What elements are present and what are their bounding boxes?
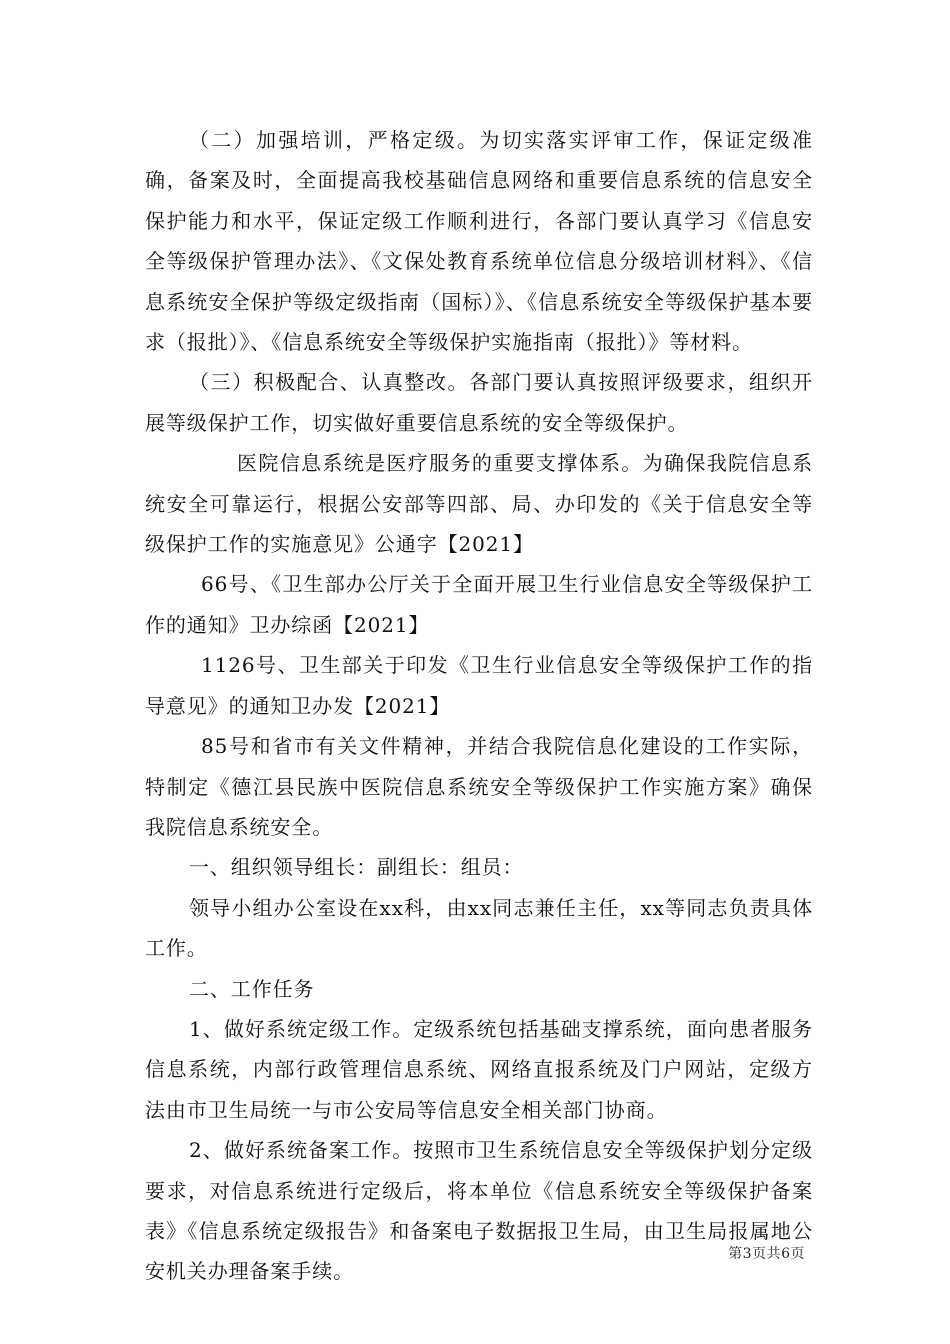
paragraph-notice-1126: 1126号、卫生部关于印发《卫生行业信息安全等级保护工作的指导意见》的通知卫办发【2021】 (145, 653, 813, 718)
paragraph-task-grading: 1、做好系统定级工作。定级系统包括基础支撑系统，面向患者服务信息系统，内部行政管理信息系统、网络直报系统及门户网站，定级方法由市卫生局统一与市公安局等信息安全相关部门协商。 (145, 1016, 813, 1122)
page-number: 第3页共6页 (728, 1246, 805, 1262)
paragraph-office: 领导小组办公室设在xx科，由xx同志兼任主任，xx等同志负责具体工作。 (145, 895, 813, 961)
paragraph-task-filing: 2、做好系统备案工作。按照市卫生系统信息安全等级保护划分定级要求，对信息系统进行定级后，将本单位《信息系统安全等级保护备案表》《信息系统定级报告》和备案电子数据报卫生局，由卫生局报属地公安机关办理备案手续。 (145, 1138, 813, 1284)
paragraph-training: （二）加强培训，严格定级。为切实落实评审工作，保证定级准确，备案及时，全面提高我校基础信息网络和重要信息系统的信息安全保护能力和水平，保证定级工作顺利进行，各部门要认真学习《信息安全等级保护管理办法》、《文保处教育系统单位信息分级培训材料》、《信息系统安全保护等级定级指南（国标）》、《信息系统安全等级保护基本要求（报批）》、《信息系统安全等级保护实施指南（报批）》等材料。 (145, 128, 813, 355)
heading-organization: 一、组织领导组长：副组长：组员： (189, 855, 524, 880)
document-body (145, 120, 813, 1292)
paragraph-notice-85: 85号和省市有关文件精神，并结合我院信息化建设的工作实际，特制定《德江县民族中医院信息系统安全等级保护工作实施方案》确保我院信息系统安全。 (145, 734, 813, 839)
paragraph-hospital-system: 医院信息系统是医疗服务的重要支撑体系。为确保我院信息系统安全可靠运行，根据公安部等四部、局、办印发的《关于信息安全等级保护工作的实施意见》公通字【2021】 (145, 451, 813, 557)
paragraph-notice-66: 66号、《卫生部办公厅关于全面开展卫生行业信息安全等级保护工作的通知》卫办综函【2021】 (145, 572, 813, 637)
heading-tasks: 二、工作任务 (189, 976, 315, 1001)
paragraph-cooperation: （三）积极配合、认真整改。各部门要认真按照评级要求，组织开展等级保护工作，切实做好重要信息系统的安全等级保护。 (145, 370, 813, 435)
